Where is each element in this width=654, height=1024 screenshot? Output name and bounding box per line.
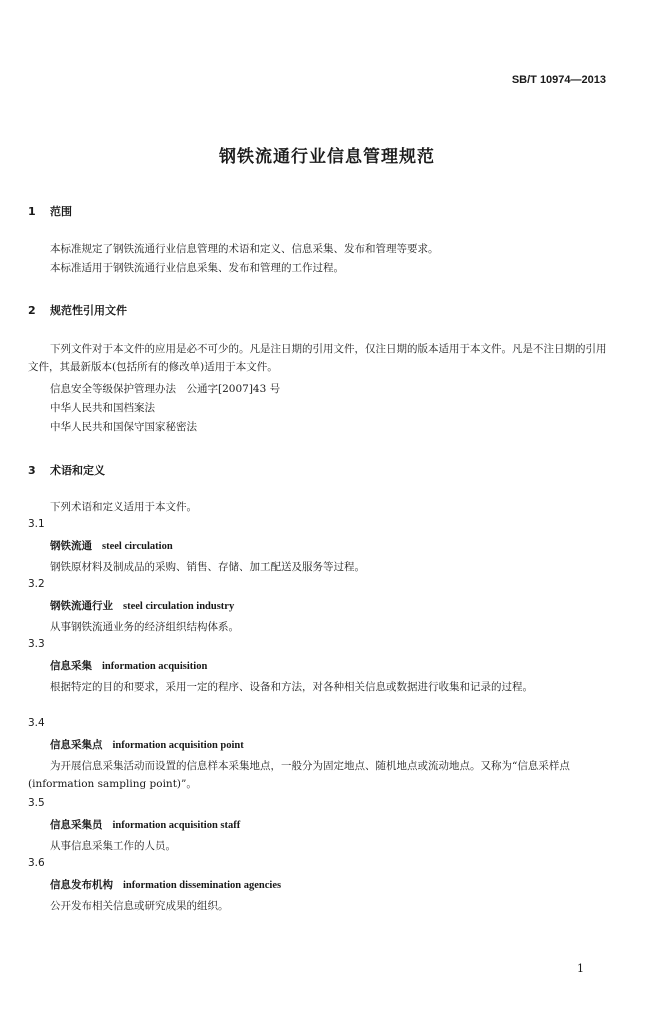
term-number: 3.6 xyxy=(28,857,45,869)
section-title: 规范性引用文件 xyxy=(50,304,127,317)
term-definition: 钢铁原材料及制成品的采购、销售、存储、加工配送及服务等过程。 xyxy=(50,561,365,573)
term-zh: 信息发布机构 xyxy=(50,879,113,891)
term-definition: 公开发布相关信息或研究成果的组织。 xyxy=(50,900,229,912)
term-heading xyxy=(50,598,234,613)
scope-paragraph-1: 本标准规定了钢铁流通行业信息管理的术语和定义、信息采集、发布和管理等要求。 xyxy=(50,243,439,255)
term-definition: 从事信息采集工作的人员。 xyxy=(50,840,176,852)
term-heading xyxy=(50,658,207,673)
term-en: information acquisition point xyxy=(112,740,244,751)
normative-references-intro: 下列文件对于本文件的应用是必不可少的。凡是注日期的引用文件，仅注日期的版本适用于本文件。凡是不注日期的引用文件，其最新版本(包括所有的修改单)适用于本文件。 xyxy=(28,343,607,373)
term-en: information acquisition staff xyxy=(112,820,241,831)
reference-item: 中华人民共和国保守国家秘密法 xyxy=(50,421,197,433)
terms-intro: 下列术语和定义适用于本文件。 xyxy=(50,501,197,513)
term-heading xyxy=(50,737,244,752)
section-number: 1 xyxy=(28,205,36,218)
section-number: 3 xyxy=(28,464,36,477)
term-definition: 为开展信息采集活动而设置的信息样本采集地点，一般分为固定地点、随机地点或流动地点。又称为“信息采样点(information sampling point)”。 xyxy=(28,760,570,790)
section-title: 范围 xyxy=(50,205,72,218)
term-number: 3.5 xyxy=(28,797,45,809)
term-definition: 从事钢铁流通业务的经济组织结构体系。 xyxy=(50,621,239,633)
term-en: information dissemination agencies xyxy=(123,880,282,891)
section-3-heading xyxy=(28,462,105,478)
page-number: 1 xyxy=(577,962,584,975)
term-en: information acquisition xyxy=(102,661,208,672)
reference-item: 信息安全等级保护管理办法 公通字[2007]43 号 xyxy=(50,383,281,395)
term-heading xyxy=(50,817,240,832)
term-definition: 根据特定的目的和要求，采用一定的程序、设备和方法，对各种相关信息或数据进行收集和记录的过程。 xyxy=(50,681,533,693)
term-number: 3.2 xyxy=(28,578,45,590)
term-number: 3.4 xyxy=(28,717,45,729)
term-zh: 信息采集 xyxy=(50,660,92,672)
document-title: 钢铁流通行业信息管理规范 xyxy=(219,147,435,167)
term-zh: 信息采集点 xyxy=(50,739,103,751)
section-number: 2 xyxy=(28,304,36,317)
term-heading xyxy=(50,877,281,892)
reference-item: 中华人民共和国档案法 xyxy=(50,402,155,414)
term-heading xyxy=(50,538,173,553)
term-number: 3.1 xyxy=(28,518,45,530)
term-zh: 钢铁流通 xyxy=(50,540,92,552)
standard-code: SB/T 10974—2013 xyxy=(511,74,606,86)
section-title: 术语和定义 xyxy=(50,464,105,477)
term-en: steel circulation xyxy=(102,541,173,552)
term-number: 3.3 xyxy=(28,638,45,650)
section-2-heading xyxy=(28,302,127,318)
term-en: steel circulation industry xyxy=(123,601,235,612)
term-zh: 信息采集员 xyxy=(50,819,103,831)
scope-paragraph-2: 本标准适用于钢铁流通行业信息采集、发布和管理的工作过程。 xyxy=(50,262,344,274)
term-zh: 钢铁流通行业 xyxy=(50,600,113,612)
section-1-heading xyxy=(28,203,72,219)
